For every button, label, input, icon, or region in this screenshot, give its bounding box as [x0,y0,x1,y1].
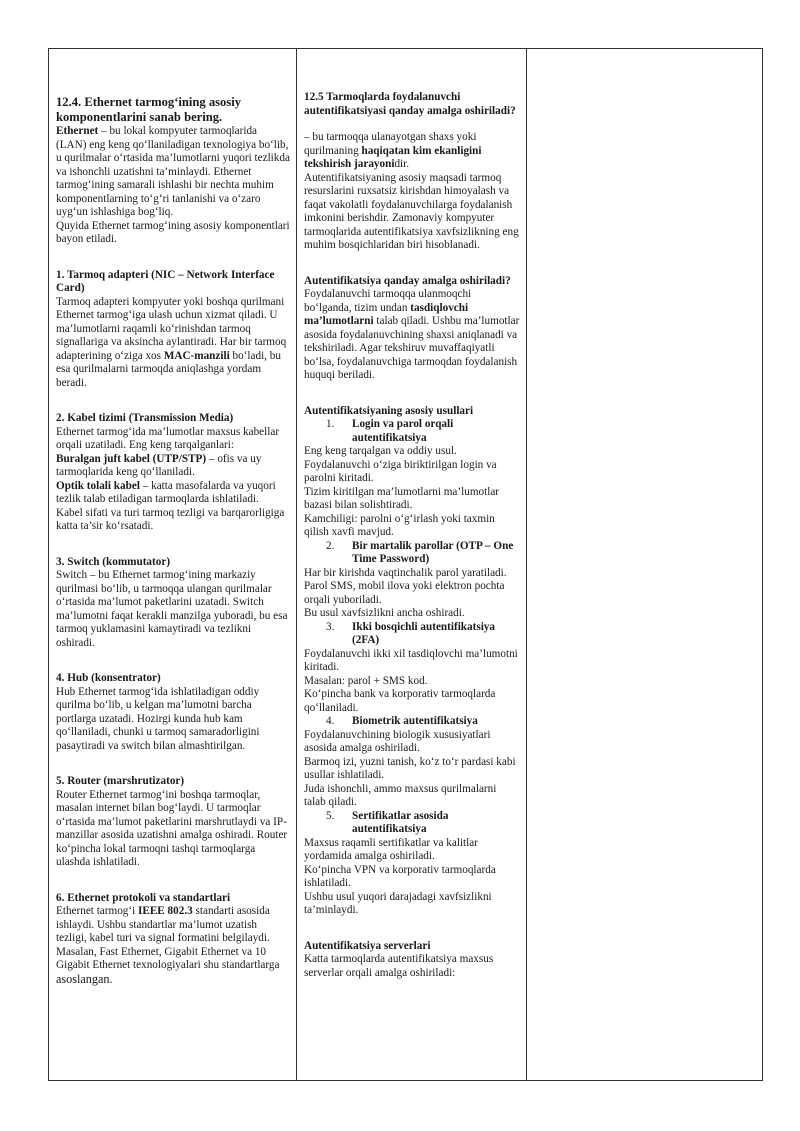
mac-term: MAC-manzili [163,349,230,362]
method-1-line: Foydalanuvchi o‘ziga biriktirilgan login va parolni kiritadi. [304,458,497,484]
column-ethernet [49,49,297,1080]
fiber-item: Optik tolali kabel – katta masofalarda va yuqori tezlik talab etiladigan tarmoqlarda ishlatiladi. [56,479,276,505]
method-1-line: Eng keng tarqalgan va oddiy usul. [304,445,457,457]
components-intro: Quyida Ethernet tarmog‘ining asosiy komponentlari bayon etiladi. [56,219,290,245]
protocol-heading: 6. Ethernet protokoli va standartlari [56,891,231,904]
section-title-12-4: 12.4. Ethernet tarmog‘ining asosiy komponentlarini sanab bering. [56,95,242,124]
ieee-standard: IEEE 802.3 [138,905,193,917]
hub-heading: 4. Hub (konsentrator) [56,672,161,684]
method-1-line: Tizim kiritilgan ma’lumotlarni ma’lumotlar bazasi bilan solishtiradi. [304,485,500,511]
column-authentication [297,49,527,1080]
method-2-line: Parol SMS, mobil ilova yoki elektron pochta orqali yuboriladi. [304,580,505,606]
auth-how-text: Foydalanuvchi tarmoqqa ulanmoqchi bo‘lganda, tizim undan tasdiqlovchi ma’lumotlarni talab qiladi. Ushbu ma’lumotlar asosida foydalanuvchining shaxsi aniqlanadi va tekshiriladi. Agar tekshiruv muvaffaqiyatli bo‘lsa, foydalanuvchiga tarmoqdan foydalanish huquqi beriladi. [304,288,520,381]
method-5-line: Ushbu usul yuqori darajadagi xavfsizlikni ta’minlaydi. [304,890,492,916]
method-4-line: Barmoq izi, yuzni tanish, ko‘z to‘r pardasi kabi usullar ishlatiladi. [304,755,516,781]
ethernet-term: Ethernet [56,125,99,137]
document-page [48,48,763,1081]
method-4-line: Juda ishonchli, ammo maxsus qurilmalarni talab qiladi. [304,782,497,808]
method-5-line: Maxsus raqamli sertifikatlar va kalitlar yordamida amalga oshiriladi. [304,836,478,862]
hub-text: Hub Ethernet tarmog‘ida ishlatiladigan oddiy qurilma bo‘lib, u kelgan ma’lumotni barcha portlarga uzatadi. Hozirgi kunda hub kam qo‘llaniladi, chunki u tarmoq samaradorligini pasaytiradi va switch bilan almashtirilgan. [56,685,260,752]
method-1-title: 1. Login va parol orqali autentifikatsiya [326,418,454,444]
method-5-line: Ko‘pincha VPN va korporativ tarmoqlarda ishlatiladi. [304,863,496,889]
column-empty [527,49,762,1080]
method-3-line: Foydalanuvchi ikki xil tasdiqlovchi ma’lumotni kiritadi. [304,647,518,673]
switch-text: Switch – bu Ethernet tarmog‘ining markaziy qurilmasi bo‘lib, u tarmoqqa ulangan qurilmalar o‘rtasida ma’lumot paketlarini uzatadi. Switch ma’lumotni faqat kerakli manzilga yuboradi, bu esa tarmoq yuklamasini kamaytiradi va tezlikni oshiradi. [56,569,288,649]
switch-heading: 3. Switch (kommutator) [56,555,171,568]
auth-methods-heading: Autentifikatsiyaning asosiy usullari [304,404,474,417]
cable-text: Ethernet tarmog‘ida ma’lumotlar maxsus kabellar orqali uzatiladi. Eng keng tarqalganlari: [56,425,280,451]
method-1-line: Kamchiligi: parolni o‘g‘irlash yoki taxmin qilish xavfi mavjud. [304,512,495,538]
section-title-12-5: 12.5 Tarmoqlarda foydalanuvchi autentifikatsiyasi qanday amalga oshiriladi? [304,91,516,117]
method-4-title: 4. Biometrik autentifikatsiya [326,715,478,727]
method-5-title: 5. Sertifikatlar asosida autentifikatsiya [326,809,449,835]
method-2-title: 2. Bir martalik parollar (OTP – One Time Password) [326,539,514,565]
cable-note: Kabel sifati va turi tarmoq tezligi va barqarorligiga katta ta’sir ko‘rsatadi. [56,506,285,532]
method-2-line: Bu usul xavfsizlikni ancha oshiradi. [304,607,465,619]
auth-servers-heading: Autentifikatsiya serverlari [304,939,431,952]
nic-text: Tarmoq adapteri kompyuter yoki boshqa qurilmani Ethernet tarmog‘iga ulash uchun xizmat qiladi. U ma’lumotlarni raqamli ko‘rinishdan tarmoq signallariga va aksincha aylantiradi. Har bir tarmoq adapterining o‘ziga xos MAC-manzili bo‘ladi, bu esa qurilmalarni tarmoqda aniqlashga yordam beradi. [56,295,287,389]
ethernet-intro: Ethernet – bu lokal kompyuter tarmoqlarida (LAN) eng keng qo‘llaniladigan texnologiya bo‘lib, u qurilmalar o‘rtasida ma’lumotlarni yuqori tezlikda va ishonchli uzatishni ta’minlaydi. Ethernet tarmog‘ining samarali ishlashi bir nechta muhim komponentlarning to‘g‘ri tanlanishi va o‘zaro uyg‘un ishlashiga bog‘liq. [56,125,290,218]
method-3-title: 3. Ikki bosqichli autentifikatsiya (2FA) [326,620,495,646]
method-2-line: Har bir kirishda vaqtinchalik parol yaratiladi. [304,566,507,579]
cable-heading: 2. Kabel tizimi (Transmission Media) [56,412,234,424]
utp-item: Buralgan juft kabel (UTP/STP) – ofis va uy tarmoqlarida keng qo‘llaniladi. [56,452,262,478]
router-heading: 5. Router (marshrutizator) [56,775,185,787]
method-4-line: Foydalanuvchining biologik xususiyatlari asosida amalga oshiriladi. [304,728,491,754]
nic-heading: 1. Tarmoq adapteri (NIC – Network Interface Card) [56,268,275,294]
router-text: Router Ethernet tarmog‘ini boshqa tarmoqlar, masalan internet bilan bog‘laydi. U tarmoqlar o‘rtasida ma’lumot paketlarini marshrutlaydi va IP-manzillar asosida uzatishni amalga oshiradi. Router ko‘pincha lokal tarmoqni tashqi tarmoqlarga ulashda ishlatiladi. [56,788,288,868]
method-3-line: Ko‘pincha bank va korporativ tarmoqlarda qo‘llaniladi. [304,688,496,714]
auth-servers-text: Katta tarmoqlarda autentifikatsiya maxsus serverlar orqali amalga oshiriladi: [304,953,494,979]
method-3-line: Masalan: parol + SMS kod. [304,674,428,687]
auth-how-heading: Autentifikatsiya qanday amalga oshiriladi? [304,274,511,287]
auth-purpose: Autentifikatsiyaning asosiy maqsadi tarmoq resurslarini ruxsatsiz kirishdan himoyalash va faqat vakolatli foydalanuvchilarga foydalanish imkonini berishdir. Zamonaviy kompyuter tarmoqlarida autentifikatsiya xavfsizlikning eng muhim bosqichlaridan biri hisoblanadi. [304,171,519,251]
protocol-text: Ethernet tarmog‘i IEEE 802.3 standarti asosida ishlaydi. Ushbu standartlar ma’lumot uzatish tezligi, kabel turi va signal formatini belgilaydi. Masalan, Fast Ethernet, Gigabit Ethernet va 10 Gigabit Ethernet texnologiyalari shu standartlarga asoslangan. [56,905,280,986]
auth-definition: – bu tarmoqqa ulanayotgan shaxs yoki qurilmaning haqiqatan kim ekanligini tekshirish jarayonidir. [304,131,482,170]
